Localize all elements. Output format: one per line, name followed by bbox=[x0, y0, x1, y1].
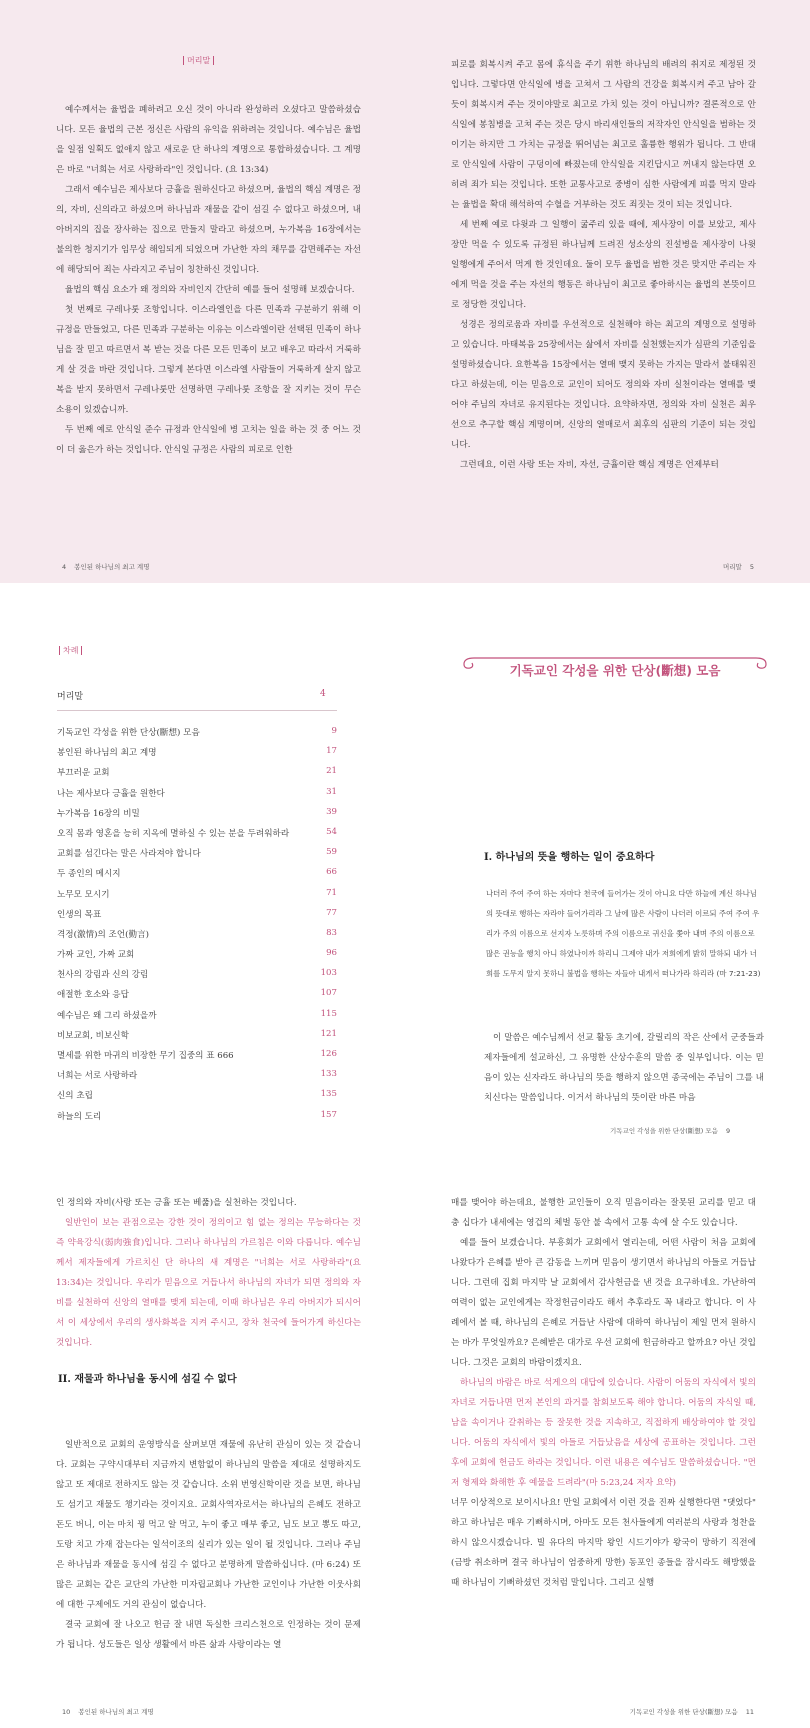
paragraph: 율법의 핵심 요소가 왜 정의와 자비인지 간단히 예를 들어 설명해 보겠습니다. bbox=[65, 285, 355, 295]
toc-divider bbox=[57, 710, 337, 711]
running-title: 기독교인 각성을 위한 단상(斷想) 모음 bbox=[629, 1708, 738, 1716]
folio-right bbox=[723, 562, 760, 571]
toc-entry[interactable] bbox=[57, 807, 337, 827]
toc-entry-label: 기독교인 각성을 위한 단상(斷想) 모음 bbox=[57, 728, 200, 738]
toc-list bbox=[57, 726, 337, 1130]
toc-entry-label: 오직 몸과 영혼을 능히 지옥에 멸하실 수 있는 분을 두려워하라 bbox=[57, 828, 290, 839]
section-tag-contents: 차례 bbox=[56, 645, 85, 656]
toc-entry-page: 83 bbox=[326, 927, 337, 938]
page-5 bbox=[405, 0, 810, 583]
paragraph: 첫 번째로 구레나룻 조항입니다. 이스라엘인을 다른 민족과 구분하기 위해 이 규정을 만들었고, 다른 민족과 구분하는 이유는 이스라엘이란 선택된 민족이 하나님을 잘 믿고 따르면서 복 받는 것을 다른 모든 민족이 보고 배우고 따라서 거룩하게 살 것을 바란 것입니다. 그렇게 본다면 이스라엘 사람들이 거룩하게 살지 않고 복을 받지 못하면서 구레나룻만 선명하면 구레나룻 조항을 잘 지키는 것이 무슨 소용이 있겠습니까. bbox=[56, 305, 361, 415]
toc-entry-page: 133 bbox=[320, 1069, 337, 1080]
toc-entry-page: 39 bbox=[326, 806, 337, 817]
toc-entry[interactable] bbox=[57, 948, 337, 968]
paragraph: 그래서 예수님은 제사보다 긍휼을 원하신다고 하셨으며, 율법의 핵심 계명은 정의, 자비, 신의라고 하셨으며 하나님과 재물을 같이 섬길 수 없다고 하셨으며, 내 아버지의 집을 장사하는 집으로 만들지 말라고 하셨으며, 누가복음 16장에서는 불의한 청지기가 임무상 해임되게 되었으며 가난한 자의 채무를 감면해주는 자선에 해당되어 죄는 사라지고 주님이 칭찬하신 것입니다. bbox=[56, 185, 361, 275]
folio-page9 bbox=[610, 1126, 736, 1135]
page-number: 9 bbox=[726, 1127, 731, 1135]
toc-entry-page: 9 bbox=[331, 726, 337, 736]
paragraph: 일반적으로 교회의 운영방식을 살펴보면 재물에 유난히 관심이 있는 것 같습니다. 교회는 구약시대부터 지금까지 변함없이 하나님의 말씀을 제대로 설명하지도 않고 또 제대로 전하지도 않는 것 같습니다. 소위 번영신학이란 것을 보면, 하나님도 섬기고 재물도 챙기라는 것이지요. 교회사역자로서는 하나님의 은혜도 전하고 돈도 버니, 이는 마치 꿩 먹고 알 먹고, 누이 좋고 매부 좋고, 님도 보고 뽕도 따고, 도랑 치고 가재 잡는다는 일석이조의 실리가 있는 일이 될 것입니다. 그러나 주님은 하나님과 재물을 동시에 섬길 수 없다고 분명하게 말씀하십니다. (마 6:24) 또 많은 교회는 같은 교단의 가난한 미자립교회나 가난한 교인이나 가난한 이웃사회에 대한 구제에도 거의 관심이 없습니다. bbox=[56, 1440, 361, 1610]
paragraph: 예를 들어 보겠습니다. 부흥회가 교회에서 열리는데, 어떤 사람이 처음 교회에 나왔다가 은혜를 받아 큰 감동을 느끼며 믿음이 생기면서 하나님의 아들로 거듭납니다. 그런데 집회 마지막 날 교회에서 감사헌금을 낸 것을 요구하네요. 가난하여 여력이 없는 교인에게는 작정헌금이라도 해서 추후라도 꼭 내라고 합니다. 이 사례에서 볼 때, 하나님의 은혜로 거듭난 사람에 대하여 하나님이 제일 먼저 원하시는 바가 무엇일까요? 은혜받은 대가로 우선 교회에 헌금하라고 할까요? 아닌 것입니다. 그것은 교회의 바람이겠지요. bbox=[451, 1238, 756, 1368]
toc-entry-label: 격정(激情)의 조언(勤言) bbox=[57, 929, 150, 940]
folio-page10 bbox=[56, 1707, 154, 1716]
toc-entry-page: 96 bbox=[326, 948, 337, 959]
toc-entry-page: 59 bbox=[326, 847, 337, 858]
paragraph: 인 정의와 자비(사랑 또는 긍휼 또는 베풂)을 실천하는 것입니다. bbox=[56, 1198, 297, 1208]
toc-entry-label: 비보교회, 비보신학 bbox=[57, 1030, 129, 1041]
toc-entry-page: 71 bbox=[326, 887, 337, 898]
toc-entry[interactable] bbox=[57, 888, 337, 908]
toc-entry-label: 노무모 모시기 bbox=[57, 889, 110, 900]
toc-preface-title[interactable]: 머리말 bbox=[57, 692, 84, 702]
toc-entry[interactable] bbox=[57, 1029, 337, 1049]
paragraph: 성경은 정의로움과 자비를 우선적으로 실천해야 하는 최고의 계명으로 설명하고 있습니다. 마태복음 25장에서는 삶에서 자비를 실천했는지가 심판의 기준임을 설명하셨습니다. 요한복음 15장에서는 열매 맺지 못하는 가지는 말라서 불태워진다고 하셨는데, 이는 믿음으로 교인이 되어도 정의와 자비 실천이라는 열매를 맺어야 주님의 자녀로 유지된다는 것입니다. 요약하자면, 정의와 자비 실천은 최우선으로 추구할 핵심 계명이며, 신앙의 열매로서 최후의 심판의 기준이 되는 것입니다. bbox=[451, 320, 756, 450]
running-title: 기독교인 각성을 위한 단상(斷想) 모음 bbox=[610, 1127, 718, 1135]
chapter-banner bbox=[460, 648, 770, 688]
page-number: 11 bbox=[745, 1708, 754, 1716]
page-number: 5 bbox=[749, 563, 754, 571]
page9-body bbox=[484, 1028, 764, 1108]
toc-entry[interactable] bbox=[57, 766, 337, 786]
toc-entry-page: 66 bbox=[326, 867, 337, 878]
toc-entry-page: 17 bbox=[326, 746, 337, 757]
toc-preface-page: 4 bbox=[320, 689, 326, 699]
paragraph: 이 말씀은 예수님께서 선교 활동 초기에, 갈릴리의 작은 산에서 군중들과 제자들에게 설교하신, 그 유명한 산상수훈의 말씀 중 일부입니다. 이는 믿음이 있는 신자라도 하나님의 뜻을 행하지 않으면 종국에는 주님이 그를 내치신다는 말씀입니다. 이거서 하나님의 뜻이란 바른 마음 bbox=[484, 1033, 764, 1103]
toc-entry[interactable] bbox=[57, 746, 337, 766]
preface-body-left bbox=[56, 100, 361, 460]
toc-entry[interactable] bbox=[57, 1110, 337, 1130]
page10-body-bottom bbox=[56, 1435, 361, 1655]
section-tag-preface: 머리말 bbox=[180, 55, 217, 66]
paragraph: 너무 이상적으로 보이시나요! 만일 교회에서 이런 것을 진짜 실행한다면 "댓었다" 하고 하나님은 매우 기뻐하시며, 아마도 모든 천사들에게 여러분의 사랑과 청찬을 하시 않으시겠습니다. 빌 유다의 마지막 왕인 시드기야가 왕국이 망하기 직전에 (금방 취소하며 결국 하나님이 엄중하게 망한) 동포인 종들을 잠시라도 해방했을 때 하나님이 기뻐하셨던 것처럼 말입니다. 그리고 실행 bbox=[451, 1498, 756, 1588]
scripture-quote: 나더러 주여 주여 하는 자마다 천국에 들어가는 것이 아니요 다만 하늘에 계신 하나님의 뜻대로 행하는 자라야 들어가리라 그 날에 많은 사람이 나더러 이르되 주여 주여 우리가 주의 이름으로 선지자 노릇하며 주의 이름으로 귀신을 쫓아 내며 주의 이름으로 많은 권능을 행치 아니 하였나이까 하리니 그제야 내가 저희에게 밝히 말하되 내가 너희를 도무지 알지 못하니 불법을 행하는 자들아 내게서 떠나가라 하리라 (마 7:21-23) bbox=[486, 889, 761, 978]
paragraph: 예수께서는 율법을 폐하려고 오신 것이 아니라 완성하러 오셨다고 말씀하셨습니다. 모든 율법의 근본 정신은 사람의 유익을 위하려는 것입니다. 예수님은 율법을 일점 일획도 없애지 않고 새로운 단 하나의 계명으로 통합하셨습니다. 그 계명은 바로 "너희는 서로 사랑하라"인 것입니다. (요 13:34) bbox=[56, 105, 361, 175]
section-heading-2: II. 재물과 하나님을 동시에 섬길 수 없다 bbox=[58, 1374, 237, 1385]
toc-entry[interactable] bbox=[57, 867, 337, 887]
toc-entry[interactable] bbox=[57, 847, 337, 867]
folio-page11 bbox=[630, 1707, 760, 1716]
toc-entry-page: 77 bbox=[326, 907, 337, 918]
toc-entry-page: 135 bbox=[320, 1089, 337, 1100]
toc-entry-page: 121 bbox=[320, 1028, 337, 1039]
toc-entry-label: 누가복음 16장의 비밀 bbox=[57, 808, 140, 819]
running-title: 머리말 bbox=[722, 563, 742, 571]
toc-entry-page: 107 bbox=[320, 988, 337, 999]
folio-left bbox=[56, 562, 150, 571]
spread-preface bbox=[0, 0, 810, 583]
page-4 bbox=[0, 0, 405, 583]
page-number: 4 bbox=[62, 563, 67, 571]
chapter-title: 기독교인 각성을 위한 단상(斷想) 모음 bbox=[509, 663, 721, 678]
paragraph: 그런데요, 이런 사랑 또는 자비, 자선, 긍휼이란 핵심 계명은 언제부터 bbox=[460, 460, 719, 470]
toc-entry[interactable] bbox=[57, 1069, 337, 1089]
page-11 bbox=[405, 1150, 810, 1728]
toc-entry[interactable] bbox=[57, 1089, 337, 1109]
highlighted-paragraph: 일반인이 보는 관점으로는 강한 것이 정의이고 힘 없는 정의는 무능하다는 것 즉 약육강식(弱肉強食)입니다. 그러나 하나님의 가르침은 이와 다릅니다. 예수님께서 제자들에게 가르치신 단 하나의 새 계명은 "너희는 서로 사랑하라"(요 13:34)는 것입니다. 우리가 믿음으로 거듭나서 하나님의 자녀가 되면 정의와 자비를 실천하여 신앙의 열매를 맺게 되는데, 이때 하나님은 우리 아버지가 되시어서 이 세상에서 우리의 생사화복을 지켜 주시고, 장차 천국에 들어가게 하신다는 것입니다. bbox=[56, 1218, 361, 1348]
toc-entry[interactable] bbox=[57, 968, 337, 988]
page-number: 10 bbox=[62, 1708, 71, 1716]
toc-entry-label: 교회를 섬긴다는 말은 사라져야 합니다 bbox=[57, 849, 201, 860]
paragraph: 두 번째 예로 안식일 준수 규정과 안식일에 병 고치는 일을 하는 것 중 어느 것이 더 옳은가 하는 것입니다. 안식일 규정은 사람의 피로로 인한 bbox=[56, 425, 361, 455]
highlighted-paragraph: 하나님의 바람은 바로 석게으의 대답에 있습니다. 사람이 어둠의 자식에서 빛의 자녀로 거듭나면 먼저 본인의 과거를 참회보도록 해야 합니다. 어둠의 자식일 때, 남을 속이거나 갈취하는 등 잘못한 것을 지속하고, 직접하게 배상하여야 할 것입니다. 어둠의 자식에서 빛의 아들로 거듭났음을 세상에 공표하는 것입니다. 그런 후에 교회에 헌금도 하라는 것입니다. 이런 내용은 예수님도 말씀하셨습니다. "먼저 형제와 화해한 후 예물을 드려라"(마 5:23,24 저자 요약) bbox=[451, 1378, 756, 1488]
toc-entry-page: 31 bbox=[326, 786, 337, 797]
toc-entry-label: 멸세를 위한 마귀의 비장한 무기 집중의 표 666 bbox=[57, 1051, 234, 1061]
toc-entry[interactable] bbox=[57, 988, 337, 1008]
toc-entry-page: 54 bbox=[326, 826, 337, 837]
toc-entry-label: 예수님은 왜 그리 하셨을까 bbox=[57, 1010, 157, 1021]
toc-entry-page: 115 bbox=[320, 1008, 337, 1019]
paragraph: 세 번째 예로 다윗과 그 일행이 굶주리 있을 때에, 제사장이 이를 보았고, 제사장만 먹을 수 있도록 규정된 하나님께 드려진 성소상의 진설병을 제사장이 나윗 일행에게 주어서 먹게 한 것인데요. 둘이 모두 율법을 범한 것은 맞지만 주리는 자에게 먹을 것을 주는 자선의 행동은 하나님이 최고로 좋아하시는 율법의 본뜻이므로 정당한 것입니다. bbox=[451, 220, 756, 310]
toc-entry-label: 가짜 교인, 가짜 교회 bbox=[57, 950, 135, 961]
section-heading-1: I. 하나님의 뜻을 행하는 일이 중요하다 bbox=[484, 852, 655, 863]
page-10 bbox=[0, 1150, 405, 1728]
running-title: 봉인된 하나님의 최고 계명 bbox=[78, 1708, 154, 1716]
preface-body-right bbox=[451, 55, 756, 475]
toc-entry-label: 봉인된 하나님의 최고 계명 bbox=[57, 748, 157, 759]
paragraph: 결국 교회에 잘 나오고 헌금 잘 내면 독실한 크리스천으로 인정하는 것이 문제가 됩니다. 성도들은 일상 생활에서 바른 삶과 사랑이라는 열 bbox=[56, 1620, 361, 1650]
running-title: 봉인된 하나님의 최고 계명 bbox=[74, 563, 150, 571]
toc-entry-label: 신의 초립 bbox=[57, 1091, 93, 1102]
toc-entry[interactable] bbox=[57, 827, 337, 847]
toc-entry-page: 103 bbox=[320, 968, 337, 979]
toc-entry-label: 천사의 강림과 신의 강림 bbox=[57, 970, 149, 981]
toc-entry-label: 두 종인의 메시지 bbox=[57, 869, 121, 880]
toc-entry[interactable] bbox=[57, 787, 337, 807]
toc-entry[interactable] bbox=[57, 1049, 337, 1069]
toc-entry-label: 하늘의 도리 bbox=[57, 1111, 102, 1122]
paragraph: 피로를 회복시켜 주고 몸에 휴식을 주기 위한 하나님의 배려의 취지로 제정된 것입니다. 그렇다면 안식일에 병을 고쳐서 그 사람의 건강을 회복시켜 주고 남아 갈 듯이 회복시켜 주는 것이야말로 최고로 가치 있는 것이 아닙니까? 결론적으로 안식일에 봉침병을 고쳐 주는 것은 당시 바리새인들의 저작자인 안식일을 범하는 것이기는 하지만 그 가치는 규정을 뛰어넘는 최고로 훌륭한 행위가 됩니다. 그 반대로 안식일에 사람이 구덩이에 빠졌는데 안식일을 지킨답시고 꺼내지 않는다면 오히려 죄가 되는 것입니다. 또한 교통사고로 중병이 심한 사람에게 피를 먹지 말라는 율법을 확대 해석하여 수혈을 거부하는 것도 죄짓는 것이 되는 것입니다. bbox=[451, 60, 756, 210]
toc-entry-label: 부끄러운 교회 bbox=[57, 768, 110, 779]
spread-chapter-body bbox=[0, 1150, 810, 1728]
toc-entry-page: 21 bbox=[326, 766, 337, 777]
toc-entry-label: 애절한 호소와 응답 bbox=[57, 990, 129, 1001]
toc-entry-label: 인생의 목표 bbox=[57, 909, 102, 920]
toc-entry[interactable] bbox=[57, 908, 337, 928]
toc-entry-label: 나는 제사보다 긍휼을 원한다 bbox=[57, 788, 165, 799]
page11-body bbox=[451, 1193, 756, 1593]
toc-entry-page: 157 bbox=[320, 1109, 337, 1120]
toc-entry[interactable] bbox=[57, 928, 337, 948]
page10-body-top bbox=[56, 1193, 361, 1353]
toc-entry-label: 너희는 서로 사랑하라 bbox=[57, 1071, 138, 1082]
toc-entry[interactable] bbox=[57, 1009, 337, 1029]
paragraph: 매를 맺어야 하는데요, 불행한 교인들이 오직 믿음이라는 잘못된 교리를 믿고 대충 십다가 내세에는 영겁의 체벌 동안 불 속에서 고통 속에 살 수도 있습니다. bbox=[451, 1198, 756, 1228]
toc-entry[interactable] bbox=[57, 726, 337, 746]
toc-entry-page: 126 bbox=[320, 1049, 337, 1059]
